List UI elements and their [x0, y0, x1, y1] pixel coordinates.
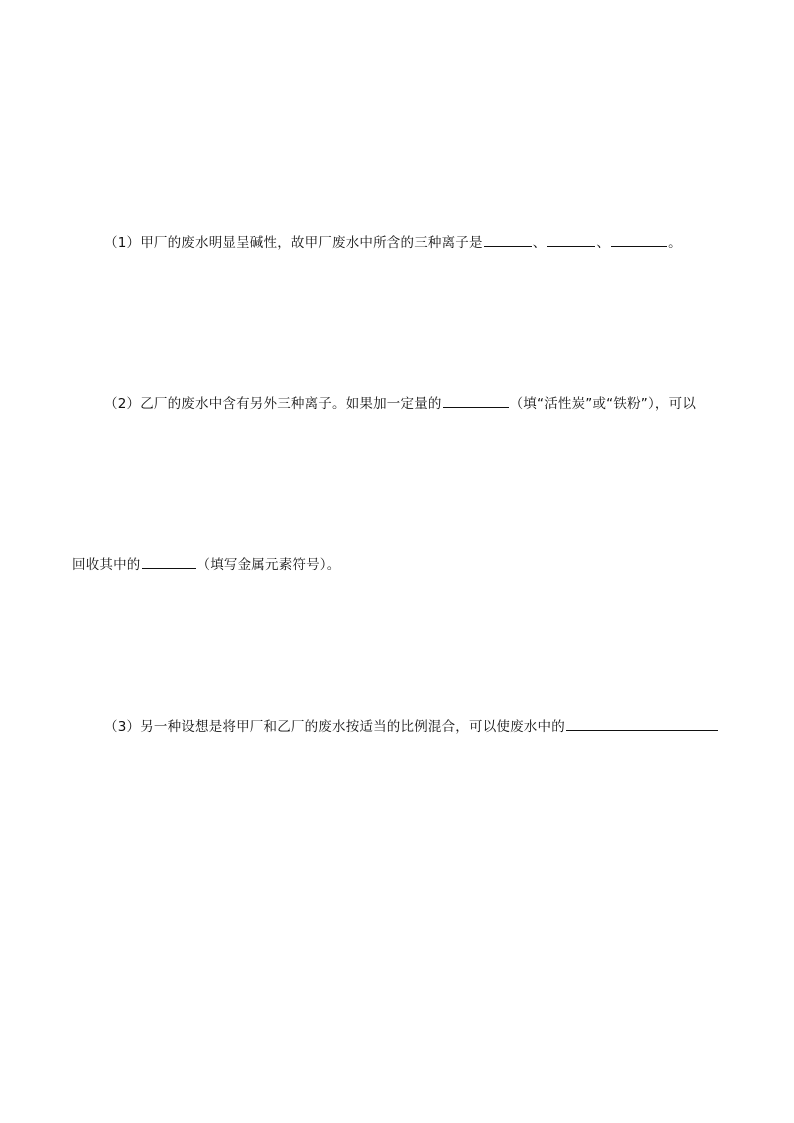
answer-blank-1a[interactable]	[484, 232, 532, 247]
question-1-separator-1: 、	[532, 235, 547, 251]
question-2-continuation-suffix: （填写金属元素符号）。	[196, 557, 341, 573]
answer-blank-1b[interactable]	[547, 232, 595, 247]
question-3-text: （3）另一种设想是将甲厂和乙厂的废水按适当的比例混合，可以使废水中的	[104, 719, 565, 735]
question-1-end: 。	[668, 235, 682, 251]
answer-blank-2b[interactable]	[142, 554, 196, 569]
question-2-suffix: （填“活性炭”或“铁粉”），可以	[509, 396, 697, 412]
question-1-separator-2: 、	[596, 235, 611, 251]
question-1	[104, 232, 682, 252]
answer-blank-2a[interactable]	[443, 393, 509, 408]
question-1-text: （1）甲厂的废水明显呈碱性，故甲厂废水中所含的三种离子是	[104, 235, 483, 251]
answer-blank-3[interactable]	[566, 716, 718, 731]
answer-blank-1c[interactable]	[611, 232, 667, 247]
question-2-continuation-text: 回收其中的	[72, 557, 141, 573]
question-2-continuation	[72, 554, 340, 574]
question-3	[104, 716, 719, 736]
question-2	[104, 393, 696, 413]
question-2-text: （2）乙厂的废水中含有另外三种离子。如果加一定量的	[104, 396, 442, 412]
